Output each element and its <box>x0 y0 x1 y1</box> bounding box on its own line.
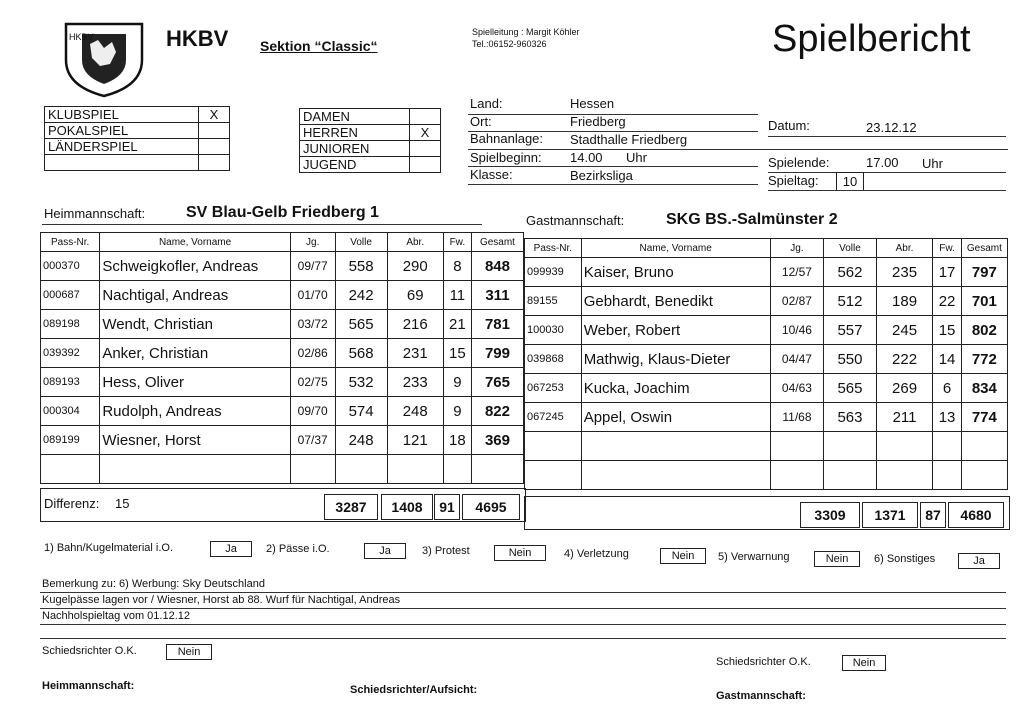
guest-player-fw: 17 <box>933 258 961 287</box>
home-player-fw: 15 <box>443 339 471 368</box>
home-col-pass: Pass-Nr. <box>41 233 100 252</box>
home-player-name: Nachtigal, Andreas <box>100 281 290 310</box>
home-player-gesamt: 848 <box>471 252 523 281</box>
home-player-row <box>41 339 524 368</box>
game-type-mark: X <box>199 107 230 123</box>
home-player-pass: 000687 <box>41 281 100 310</box>
home-player-jg: 01/70 <box>290 281 335 310</box>
home-player-abr: 69 <box>387 281 443 310</box>
bahn-label: Bahnanlage: <box>470 131 544 146</box>
guest-player-volle: 563 <box>824 403 876 432</box>
game-type-label: POKALSPIEL <box>45 123 199 139</box>
spieltag-label: Spieltag: <box>768 173 819 188</box>
guest-player-gesamt: 774 <box>961 403 1007 432</box>
check-5-label: 5) Verwarnung <box>718 551 790 563</box>
category-label: HERREN <box>300 125 410 141</box>
home-player-gesamt <box>471 455 523 484</box>
category-row <box>300 109 441 125</box>
home-player-jg <box>290 455 335 484</box>
remark-line-2: Kugelpässe lagen vor / Wiesner, Horst ab 88. Wurf für Nachtigal, Andreas <box>42 594 401 606</box>
category-mark <box>410 157 441 173</box>
check-4-label: 4) Verletzung <box>564 548 629 560</box>
land-label: Land: <box>470 96 503 111</box>
category-table <box>299 108 441 173</box>
check-1-answer: Ja <box>210 541 252 557</box>
home-player-name: Schweigkofler, Andreas <box>100 252 290 281</box>
guest-player-name: Appel, Oswin <box>581 403 770 432</box>
guest-player-row <box>525 345 1008 374</box>
game-type-row <box>45 123 230 139</box>
guest-player-pass: 099939 <box>525 258 582 287</box>
game-type-row <box>45 107 230 123</box>
guest-player-name <box>581 432 770 461</box>
game-type-mark <box>199 139 230 155</box>
home-player-abr: 121 <box>387 426 443 455</box>
guest-player-row <box>525 403 1008 432</box>
game-type-mark <box>199 155 230 171</box>
check-2-answer: Ja <box>364 543 406 559</box>
home-player-name: Hess, Oliver <box>100 368 290 397</box>
home-total-volle: 3287 <box>324 494 378 520</box>
referee-ok-label-right: Schiedsrichter O.K. <box>716 656 811 668</box>
home-player-volle: 248 <box>335 426 387 455</box>
home-player-pass: 089198 <box>41 310 100 339</box>
home-total-fw: 91 <box>434 494 460 520</box>
home-player-name: Wiesner, Horst <box>100 426 290 455</box>
guest-player-abr: 189 <box>876 287 933 316</box>
guest-player-jg: 02/87 <box>770 287 824 316</box>
guest-player-volle: 550 <box>824 345 876 374</box>
home-player-volle: 565 <box>335 310 387 339</box>
guest-player-pass: 067245 <box>525 403 582 432</box>
home-player-gesamt: 311 <box>471 281 523 310</box>
category-label: JUGEND <box>300 157 410 173</box>
home-player-row <box>41 252 524 281</box>
guest-player-gesamt: 834 <box>961 374 1007 403</box>
home-player-row <box>41 455 524 484</box>
home-player-volle: 568 <box>335 339 387 368</box>
guest-player-row <box>525 287 1008 316</box>
guest-col-volle: Volle <box>824 239 876 258</box>
guest-player-abr: 269 <box>876 374 933 403</box>
spielleitung-name: Spielleitung : Margit Köhler <box>472 27 580 37</box>
home-player-abr: 248 <box>387 397 443 426</box>
guest-player-volle: 565 <box>824 374 876 403</box>
category-row <box>300 157 441 173</box>
home-col-name: Name, Vorname <box>100 233 290 252</box>
guest-player-gesamt: 772 <box>961 345 1007 374</box>
home-player-fw: 11 <box>443 281 471 310</box>
home-player-gesamt: 369 <box>471 426 523 455</box>
guest-player-abr: 211 <box>876 403 933 432</box>
game-type-table <box>44 106 230 171</box>
home-col-gesamt: Gesamt <box>471 233 523 252</box>
guest-col-name: Name, Vorname <box>581 239 770 258</box>
home-player-gesamt: 781 <box>471 310 523 339</box>
guest-player-abr: 222 <box>876 345 933 374</box>
home-player-abr: 231 <box>387 339 443 368</box>
bahn-value: Stadthalle Friedberg <box>570 132 688 147</box>
home-player-abr: 233 <box>387 368 443 397</box>
ort-value: Friedberg <box>570 114 626 129</box>
home-player-fw: 9 <box>443 368 471 397</box>
game-type-row <box>45 155 230 171</box>
beginn-uhr: Uhr <box>626 150 647 165</box>
game-type-label: LÄNDERSPIEL <box>45 139 199 155</box>
referee-ok-label-left: Schiedsrichter O.K. <box>42 645 137 657</box>
category-row <box>300 141 441 157</box>
game-type-label <box>45 155 199 171</box>
home-player-jg: 02/75 <box>290 368 335 397</box>
check-5-answer: Nein <box>814 551 860 567</box>
home-player-pass <box>41 455 100 484</box>
guest-col-abr: Abr. <box>876 239 933 258</box>
check-1-label: 1) Bahn/Kugelmaterial i.O. <box>44 542 174 554</box>
home-player-name: Anker, Christian <box>100 339 290 368</box>
home-player-volle: 558 <box>335 252 387 281</box>
game-type-row <box>45 139 230 155</box>
check-4-answer: Nein <box>660 548 706 564</box>
guest-col-fw: Fw. <box>933 239 961 258</box>
home-team-name: SV Blau-Gelb Friedberg 1 <box>186 204 379 221</box>
home-player-volle: 242 <box>335 281 387 310</box>
home-player-jg: 02/86 <box>290 339 335 368</box>
guest-player-row <box>525 461 1008 490</box>
home-player-pass: 089199 <box>41 426 100 455</box>
guest-player-abr <box>876 461 933 490</box>
check-2-label: 2) Pässe i.O. <box>266 543 330 555</box>
home-player-name <box>100 455 290 484</box>
home-player-row <box>41 368 524 397</box>
remark-line-3: Nachholspieltag vom 01.12.12 <box>42 610 190 622</box>
guest-total-gesamt: 4680 <box>948 502 1004 528</box>
check-6-label: 6) Sonstiges <box>874 553 936 565</box>
home-player-row <box>41 397 524 426</box>
svg-text:HKBV: HKBV <box>69 32 94 42</box>
hkbv-logo <box>60 20 148 98</box>
check-3-answer: Nein <box>494 545 546 561</box>
guest-player-volle: 562 <box>824 258 876 287</box>
spielleitung-tel: Tel.:06152-960326 <box>472 39 547 49</box>
guest-player-jg <box>770 461 824 490</box>
guest-col-gesamt: Gesamt <box>961 239 1007 258</box>
home-player-name: Wendt, Christian <box>100 310 290 339</box>
guest-player-jg: 04/47 <box>770 345 824 374</box>
spielleitung <box>472 26 580 50</box>
guest-player-name: Kaiser, Bruno <box>581 258 770 287</box>
home-player-gesamt: 822 <box>471 397 523 426</box>
home-player-row <box>41 281 524 310</box>
guest-player-name: Gebhardt, Benedikt <box>581 287 770 316</box>
guest-player-row <box>525 258 1008 287</box>
home-player-gesamt: 799 <box>471 339 523 368</box>
category-row <box>300 125 441 141</box>
guest-player-fw: 14 <box>933 345 961 374</box>
guest-players-table <box>524 238 1008 490</box>
guest-player-name: Weber, Robert <box>581 316 770 345</box>
home-total-abr: 1408 <box>381 494 433 520</box>
ort-label: Ort: <box>470 114 492 129</box>
guest-player-volle: 512 <box>824 287 876 316</box>
guest-player-name: Kucka, Joachim <box>581 374 770 403</box>
guest-total-abr: 1371 <box>862 502 918 528</box>
ende-uhr: Uhr <box>922 156 943 171</box>
check-3-label: 3) Protest <box>422 545 470 557</box>
datum-label: Datum: <box>768 118 810 133</box>
home-player-abr <box>387 455 443 484</box>
signature-home-label: Heimmannschaft: <box>42 680 135 692</box>
home-player-volle: 574 <box>335 397 387 426</box>
home-player-abr: 216 <box>387 310 443 339</box>
guest-team-name: SKG BS.-Salmünster 2 <box>666 211 838 228</box>
home-player-jg: 09/70 <box>290 397 335 426</box>
guest-col-pass: Pass-Nr. <box>525 239 582 258</box>
home-player-jg: 09/77 <box>290 252 335 281</box>
datum-value: 23.12.12 <box>866 120 917 135</box>
difference-value: 15 <box>115 496 130 511</box>
beginn-label: Spielbeginn: <box>470 150 542 165</box>
guest-player-volle <box>824 461 876 490</box>
home-player-fw: 9 <box>443 397 471 426</box>
guest-player-pass <box>525 461 582 490</box>
home-team-label: Heimmannschaft: <box>44 206 146 221</box>
page-title: Spielbericht <box>772 18 971 60</box>
guest-player-jg: 11/68 <box>770 403 824 432</box>
home-col-volle: Volle <box>335 233 387 252</box>
org-name: HKBV <box>166 26 229 51</box>
category-mark <box>410 141 441 157</box>
guest-player-pass <box>525 432 582 461</box>
guest-team-label: Gastmannschaft: <box>526 213 625 228</box>
guest-player-fw <box>933 461 961 490</box>
home-player-pass: 039392 <box>41 339 100 368</box>
guest-total-volle: 3309 <box>800 502 860 528</box>
guest-player-jg <box>770 432 824 461</box>
home-player-pass: 089193 <box>41 368 100 397</box>
category-label: DAMEN <box>300 109 410 125</box>
category-label: JUNIOREN <box>300 141 410 157</box>
spieltag-value: 10 <box>836 172 864 191</box>
guest-player-gesamt: 802 <box>961 316 1007 345</box>
home-player-name: Rudolph, Andreas <box>100 397 290 426</box>
guest-player-fw: 22 <box>933 287 961 316</box>
guest-player-abr: 235 <box>876 258 933 287</box>
home-player-row <box>41 426 524 455</box>
difference-label: Differenz: <box>44 496 100 511</box>
guest-player-fw: 6 <box>933 374 961 403</box>
guest-player-jg: 04/63 <box>770 374 824 403</box>
section-name: Sektion “Classic“ <box>260 38 378 54</box>
guest-player-gesamt <box>961 461 1007 490</box>
guest-player-name: Mathwig, Klaus-Dieter <box>581 345 770 374</box>
guest-player-abr <box>876 432 933 461</box>
ende-value: 17.00 <box>866 155 899 170</box>
home-player-jg: 03/72 <box>290 310 335 339</box>
home-player-abr: 290 <box>387 252 443 281</box>
guest-player-gesamt <box>961 432 1007 461</box>
guest-player-row <box>525 316 1008 345</box>
land-value: Hessen <box>570 96 615 111</box>
guest-player-fw <box>933 432 961 461</box>
home-player-fw: 21 <box>443 310 471 339</box>
category-mark: X <box>410 125 441 141</box>
home-player-pass: 000370 <box>41 252 100 281</box>
home-col-fw: Fw. <box>443 233 471 252</box>
klasse-value: Bezirksliga <box>570 168 633 183</box>
guest-player-gesamt: 701 <box>961 287 1007 316</box>
home-player-row <box>41 310 524 339</box>
home-col-jg: Jg. <box>290 233 335 252</box>
home-total-gesamt: 4695 <box>462 494 520 520</box>
guest-player-name <box>581 461 770 490</box>
game-type-mark <box>199 123 230 139</box>
referee-ok-answer-right: Nein <box>842 655 886 671</box>
home-player-fw <box>443 455 471 484</box>
guest-player-jg: 12/57 <box>770 258 824 287</box>
home-player-gesamt: 765 <box>471 368 523 397</box>
guest-player-pass: 100030 <box>525 316 582 345</box>
guest-player-fw: 15 <box>933 316 961 345</box>
guest-col-jg: Jg. <box>770 239 824 258</box>
game-type-label: KLUBSPIEL <box>45 107 199 123</box>
guest-player-pass: 89155 <box>525 287 582 316</box>
home-player-jg: 07/37 <box>290 426 335 455</box>
home-player-volle: 532 <box>335 368 387 397</box>
guest-player-gesamt: 797 <box>961 258 1007 287</box>
guest-player-row <box>525 432 1008 461</box>
guest-player-fw: 13 <box>933 403 961 432</box>
beginn-value: 14.00 <box>570 150 603 165</box>
home-player-fw: 8 <box>443 252 471 281</box>
home-players-table <box>40 232 524 484</box>
category-mark <box>410 109 441 125</box>
remark-line-1: Bemerkung zu: 6) Werbung: Sky Deutschland <box>42 578 265 590</box>
guest-player-pass: 039868 <box>525 345 582 374</box>
home-col-abr: Abr. <box>387 233 443 252</box>
check-6-answer: Ja <box>958 553 1000 569</box>
guest-player-row <box>525 374 1008 403</box>
ende-label: Spielende: <box>768 155 830 170</box>
home-player-fw: 18 <box>443 426 471 455</box>
signature-guest-label: Gastmannschaft: <box>716 690 806 702</box>
home-player-volle <box>335 455 387 484</box>
guest-total-fw: 87 <box>920 502 946 528</box>
klasse-label: Klasse: <box>470 167 513 182</box>
guest-player-volle: 557 <box>824 316 876 345</box>
guest-player-pass: 067253 <box>525 374 582 403</box>
guest-player-abr: 245 <box>876 316 933 345</box>
guest-player-jg: 10/46 <box>770 316 824 345</box>
home-player-pass: 000304 <box>41 397 100 426</box>
signature-referee-label: Schiedsrichter/Aufsicht: <box>350 684 478 696</box>
referee-ok-answer-left: Nein <box>166 644 212 660</box>
guest-player-volle <box>824 432 876 461</box>
